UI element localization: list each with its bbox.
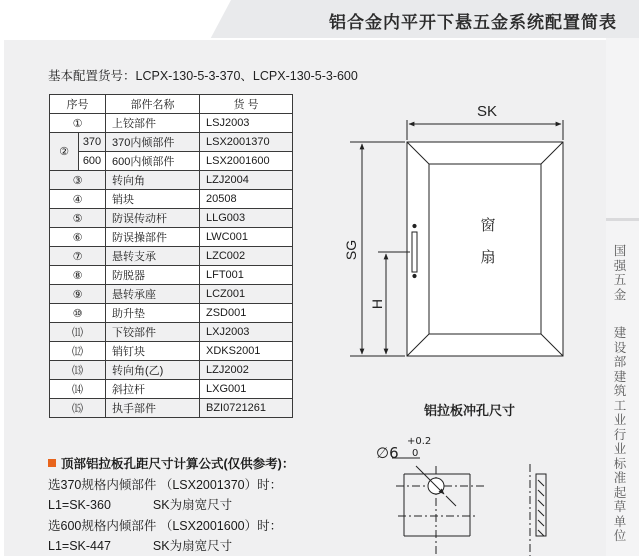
window-label-1: 窗 (480, 216, 496, 234)
cell-code: LCZ001 (200, 285, 293, 304)
cell-code: BZI0721261 (200, 399, 293, 418)
cell-sub: 370 (79, 133, 106, 152)
cell-code: LSX2001600 (200, 152, 293, 171)
cell-group-no: ② (50, 133, 79, 171)
config-title: 基本配置货号：LCPX-130-5-3-370、LCPX-130-5-3-600 (48, 69, 358, 83)
cell-code: LXJ2003 (200, 323, 293, 342)
window-sash-drawing (350, 120, 563, 356)
cell-name: 斜拉杆 (106, 380, 200, 399)
cell-name: 370内倾部件 (106, 133, 200, 152)
cell-code: XDKS2001 (200, 342, 293, 361)
sg-label: SG (343, 239, 359, 261)
cell-no: ⑿ (50, 342, 106, 361)
hole-detail-drawing (392, 458, 546, 556)
cell-name: 转向角(乙) (106, 361, 200, 380)
cell-no: ⑧ (50, 266, 106, 285)
cell-no: ⒁ (50, 380, 106, 399)
cell-name: 转向角 (106, 171, 200, 190)
cell-code: 20508 (200, 190, 293, 209)
cell-no: ⑾ (50, 323, 106, 342)
cell-code: LWC001 (200, 228, 293, 247)
cell-name: 下铰部件 (106, 323, 200, 342)
cell-code: ZSD001 (200, 304, 293, 323)
col-header-code: 货 号 (200, 95, 293, 114)
cell-no: ⑨ (50, 285, 106, 304)
cell-no: ① (50, 114, 106, 133)
hole-diameter-label: ∅6 (376, 444, 399, 462)
cell-name: 悬转承座 (106, 285, 200, 304)
cell-sub: 600 (79, 152, 106, 171)
hole-tolerance-lower: 0 (412, 448, 419, 459)
cell-code: LZJ2002 (200, 361, 293, 380)
cell-no: ③ (50, 171, 106, 190)
col-header-name: 部件名称 (106, 95, 200, 114)
cell-name: 悬转支承 (106, 247, 200, 266)
cell-name: 助升垫 (106, 304, 200, 323)
cell-no: ⒀ (50, 361, 106, 380)
cell-no: ④ (50, 190, 106, 209)
cell-code: LLG003 (200, 209, 293, 228)
cell-name: 600内倾部件 (106, 152, 200, 171)
cell-no: ⑥ (50, 228, 106, 247)
formula-expression-600: L1=SK-447 SK为扇宽尺寸 (48, 539, 233, 553)
formula-expression-370: L1=SK-360 SK为扇宽尺寸 (48, 498, 233, 512)
formula-line-600: 选600规格内倾部件 （LSX2001600）时： (48, 518, 283, 533)
cell-code: LZC002 (200, 247, 293, 266)
cell-no: ⑤ (50, 209, 106, 228)
cell-code: LZJ2004 (200, 171, 293, 190)
window-label-2: 扇 (480, 248, 496, 266)
formula-line-370: 选370规格内倾部件 （LSX2001370）时： (48, 477, 283, 492)
cell-code: LSX2001370 (200, 133, 293, 152)
cell-name: 防误操部件 (106, 228, 200, 247)
cell-no: ⑩ (50, 304, 106, 323)
cell-name: 上铰部件 (106, 114, 200, 133)
sk-label: SK (476, 103, 498, 120)
h-label: H (369, 298, 385, 310)
sidebar-brand-text: 国强五金 (613, 244, 627, 302)
cell-no: ⒂ (50, 399, 106, 418)
hole-tolerance-upper: +0.2 (407, 436, 432, 447)
cell-code: LSJ2003 (200, 114, 293, 133)
page-title: 铝合金内平开下悬五金系统配置简表 (329, 13, 617, 32)
cell-code: LFT001 (200, 266, 293, 285)
cell-name: 执手部件 (106, 399, 200, 418)
cell-name: 销块 (106, 190, 200, 209)
cell-name: 防误传动杆 (106, 209, 200, 228)
cell-name: 防脱器 (106, 266, 200, 285)
hole-caption: 铝拉板冲孔尺寸 (424, 403, 516, 418)
cell-code: LXG001 (200, 380, 293, 399)
formula-title: 顶部铝拉板孔距尺寸计算公式(仅供参考)： (48, 454, 294, 475)
cell-name: 销钉块 (106, 342, 200, 361)
col-header-no: 序号 (50, 95, 106, 114)
sidebar-standard-text: 建设部建筑工业行业标准起草单位 (613, 326, 627, 543)
cell-no: ⑦ (50, 247, 106, 266)
